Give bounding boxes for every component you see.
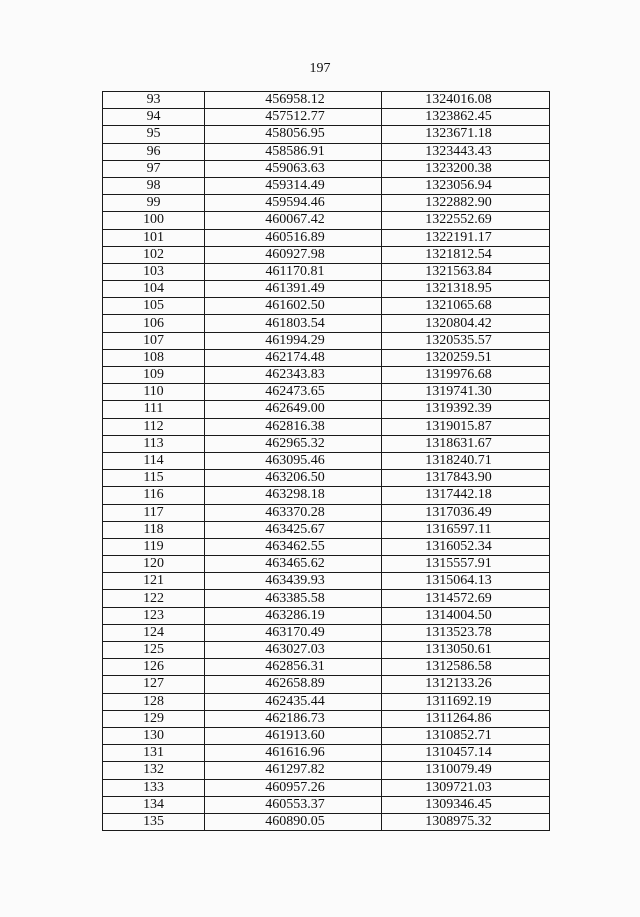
table-row	[103, 452, 550, 469]
y-coordinate-cell: 1322552.69	[382, 212, 550, 229]
y-coordinate-cell: 1315557.91	[382, 556, 550, 573]
x-coordinate-cell: 461994.29	[205, 332, 382, 349]
table-row	[103, 246, 550, 263]
point-number-cell: 133	[103, 779, 205, 796]
point-number-cell: 135	[103, 813, 205, 830]
table-row	[103, 281, 550, 298]
table-row	[103, 401, 550, 418]
point-number-cell: 94	[103, 109, 205, 126]
x-coordinate-cell: 462856.31	[205, 659, 382, 676]
point-number-cell: 110	[103, 384, 205, 401]
y-coordinate-cell: 1321812.54	[382, 246, 550, 263]
x-coordinate-cell: 463465.62	[205, 556, 382, 573]
x-coordinate-cell: 459063.63	[205, 160, 382, 177]
table-row	[103, 779, 550, 796]
x-coordinate-cell: 457512.77	[205, 109, 382, 126]
y-coordinate-cell: 1323200.38	[382, 160, 550, 177]
point-number-cell: 105	[103, 298, 205, 315]
y-coordinate-cell: 1315064.13	[382, 573, 550, 590]
point-number-cell: 116	[103, 487, 205, 504]
point-number-cell: 128	[103, 693, 205, 710]
y-coordinate-cell: 1317843.90	[382, 470, 550, 487]
x-coordinate-cell: 463298.18	[205, 487, 382, 504]
table-row	[103, 160, 550, 177]
x-coordinate-cell: 463462.55	[205, 538, 382, 555]
point-number-cell: 131	[103, 745, 205, 762]
x-coordinate-cell: 461602.50	[205, 298, 382, 315]
table-row	[103, 693, 550, 710]
point-number-cell: 111	[103, 401, 205, 418]
table-row	[103, 710, 550, 727]
point-number-cell: 104	[103, 281, 205, 298]
table-row	[103, 92, 550, 109]
y-coordinate-cell: 1318240.71	[382, 452, 550, 469]
table-row	[103, 624, 550, 641]
y-coordinate-cell: 1319392.39	[382, 401, 550, 418]
y-coordinate-cell: 1320259.51	[382, 349, 550, 366]
y-coordinate-cell: 1316052.34	[382, 538, 550, 555]
table-row	[103, 367, 550, 384]
x-coordinate-cell: 458586.91	[205, 143, 382, 160]
table-row	[103, 745, 550, 762]
x-coordinate-cell: 461616.96	[205, 745, 382, 762]
table-row	[103, 642, 550, 659]
x-coordinate-cell: 459594.46	[205, 195, 382, 212]
coordinates-table-body	[103, 92, 550, 831]
x-coordinate-cell: 463385.58	[205, 590, 382, 607]
y-coordinate-cell: 1309721.03	[382, 779, 550, 796]
table-row	[103, 384, 550, 401]
point-number-cell: 97	[103, 160, 205, 177]
point-number-cell: 102	[103, 246, 205, 263]
point-number-cell: 107	[103, 332, 205, 349]
table-row	[103, 762, 550, 779]
table-row	[103, 212, 550, 229]
y-coordinate-cell: 1311264.86	[382, 710, 550, 727]
table-row	[103, 263, 550, 280]
x-coordinate-cell: 462649.00	[205, 401, 382, 418]
y-coordinate-cell: 1321563.84	[382, 263, 550, 280]
table-row	[103, 796, 550, 813]
y-coordinate-cell: 1312133.26	[382, 676, 550, 693]
table-row	[103, 332, 550, 349]
point-number-cell: 112	[103, 418, 205, 435]
y-coordinate-cell: 1322882.90	[382, 195, 550, 212]
y-coordinate-cell: 1321065.68	[382, 298, 550, 315]
table-row	[103, 349, 550, 366]
x-coordinate-cell: 462473.65	[205, 384, 382, 401]
page-number: 197	[309, 61, 331, 76]
x-coordinate-cell: 460927.98	[205, 246, 382, 263]
table-row	[103, 315, 550, 332]
y-coordinate-cell: 1311692.19	[382, 693, 550, 710]
point-number-cell: 99	[103, 195, 205, 212]
point-number-cell: 108	[103, 349, 205, 366]
y-coordinate-cell: 1313050.61	[382, 642, 550, 659]
point-number-cell: 113	[103, 435, 205, 452]
x-coordinate-cell: 462816.38	[205, 418, 382, 435]
table-row	[103, 195, 550, 212]
x-coordinate-cell: 463370.28	[205, 504, 382, 521]
table-row	[103, 676, 550, 693]
x-coordinate-cell: 461803.54	[205, 315, 382, 332]
x-coordinate-cell: 462435.44	[205, 693, 382, 710]
table-row	[103, 504, 550, 521]
point-number-cell: 129	[103, 710, 205, 727]
table-row	[103, 418, 550, 435]
x-coordinate-cell: 463206.50	[205, 470, 382, 487]
x-coordinate-cell: 461391.49	[205, 281, 382, 298]
point-number-cell: 117	[103, 504, 205, 521]
y-coordinate-cell: 1323443.43	[382, 143, 550, 160]
table-row	[103, 590, 550, 607]
y-coordinate-cell: 1322191.17	[382, 229, 550, 246]
y-coordinate-cell: 1313523.78	[382, 624, 550, 641]
y-coordinate-cell: 1317036.49	[382, 504, 550, 521]
table-row	[103, 521, 550, 538]
point-number-cell: 101	[103, 229, 205, 246]
y-coordinate-cell: 1320535.57	[382, 332, 550, 349]
point-number-cell: 125	[103, 642, 205, 659]
x-coordinate-cell: 462174.48	[205, 349, 382, 366]
point-number-cell: 126	[103, 659, 205, 676]
table-row	[103, 813, 550, 830]
table-row	[103, 229, 550, 246]
point-number-cell: 100	[103, 212, 205, 229]
x-coordinate-cell: 463425.67	[205, 521, 382, 538]
x-coordinate-cell: 461297.82	[205, 762, 382, 779]
table-row	[103, 298, 550, 315]
point-number-cell: 93	[103, 92, 205, 109]
y-coordinate-cell: 1316597.11	[382, 521, 550, 538]
point-number-cell: 114	[103, 452, 205, 469]
point-number-cell: 123	[103, 607, 205, 624]
point-number-cell: 130	[103, 727, 205, 744]
table-row	[103, 143, 550, 160]
y-coordinate-cell: 1323862.45	[382, 109, 550, 126]
x-coordinate-cell: 460890.05	[205, 813, 382, 830]
x-coordinate-cell: 463027.03	[205, 642, 382, 659]
y-coordinate-cell: 1310457.14	[382, 745, 550, 762]
table-row	[103, 126, 550, 143]
y-coordinate-cell: 1308975.32	[382, 813, 550, 830]
x-coordinate-cell: 460516.89	[205, 229, 382, 246]
x-coordinate-cell: 461913.60	[205, 727, 382, 744]
table-row	[103, 727, 550, 744]
table-row	[103, 470, 550, 487]
y-coordinate-cell: 1314572.69	[382, 590, 550, 607]
point-number-cell: 120	[103, 556, 205, 573]
point-number-cell: 127	[103, 676, 205, 693]
x-coordinate-cell: 460957.26	[205, 779, 382, 796]
y-coordinate-cell: 1323671.18	[382, 126, 550, 143]
table-row	[103, 659, 550, 676]
y-coordinate-cell: 1312586.58	[382, 659, 550, 676]
point-number-cell: 124	[103, 624, 205, 641]
table-row	[103, 435, 550, 452]
y-coordinate-cell: 1318631.67	[382, 435, 550, 452]
table-row	[103, 538, 550, 555]
table-row	[103, 487, 550, 504]
y-coordinate-cell: 1323056.94	[382, 177, 550, 194]
x-coordinate-cell: 462186.73	[205, 710, 382, 727]
x-coordinate-cell: 463095.46	[205, 452, 382, 469]
y-coordinate-cell: 1324016.08	[382, 92, 550, 109]
x-coordinate-cell: 460553.37	[205, 796, 382, 813]
x-coordinate-cell: 463286.19	[205, 607, 382, 624]
x-coordinate-cell: 461170.81	[205, 263, 382, 280]
y-coordinate-cell: 1309346.45	[382, 796, 550, 813]
point-number-cell: 119	[103, 538, 205, 555]
x-coordinate-cell: 458056.95	[205, 126, 382, 143]
x-coordinate-cell: 462658.89	[205, 676, 382, 693]
y-coordinate-cell: 1319015.87	[382, 418, 550, 435]
point-number-cell: 98	[103, 177, 205, 194]
y-coordinate-cell: 1310852.71	[382, 727, 550, 744]
point-number-cell: 132	[103, 762, 205, 779]
table-row	[103, 177, 550, 194]
y-coordinate-cell: 1320804.42	[382, 315, 550, 332]
x-coordinate-cell: 462965.32	[205, 435, 382, 452]
y-coordinate-cell: 1319976.68	[382, 367, 550, 384]
x-coordinate-cell: 460067.42	[205, 212, 382, 229]
x-coordinate-cell: 456958.12	[205, 92, 382, 109]
point-number-cell: 122	[103, 590, 205, 607]
x-coordinate-cell: 459314.49	[205, 177, 382, 194]
y-coordinate-cell: 1314004.50	[382, 607, 550, 624]
y-coordinate-cell: 1310079.49	[382, 762, 550, 779]
point-number-cell: 134	[103, 796, 205, 813]
point-number-cell: 95	[103, 126, 205, 143]
table-row	[103, 573, 550, 590]
x-coordinate-cell: 463170.49	[205, 624, 382, 641]
point-number-cell: 121	[103, 573, 205, 590]
coordinates-table	[102, 91, 550, 831]
table-row	[103, 109, 550, 126]
point-number-cell: 118	[103, 521, 205, 538]
point-number-cell: 109	[103, 367, 205, 384]
point-number-cell: 106	[103, 315, 205, 332]
y-coordinate-cell: 1319741.30	[382, 384, 550, 401]
table-row	[103, 607, 550, 624]
x-coordinate-cell: 462343.83	[205, 367, 382, 384]
point-number-cell: 96	[103, 143, 205, 160]
point-number-cell: 103	[103, 263, 205, 280]
table-row	[103, 556, 550, 573]
x-coordinate-cell: 463439.93	[205, 573, 382, 590]
point-number-cell: 115	[103, 470, 205, 487]
y-coordinate-cell: 1321318.95	[382, 281, 550, 298]
y-coordinate-cell: 1317442.18	[382, 487, 550, 504]
